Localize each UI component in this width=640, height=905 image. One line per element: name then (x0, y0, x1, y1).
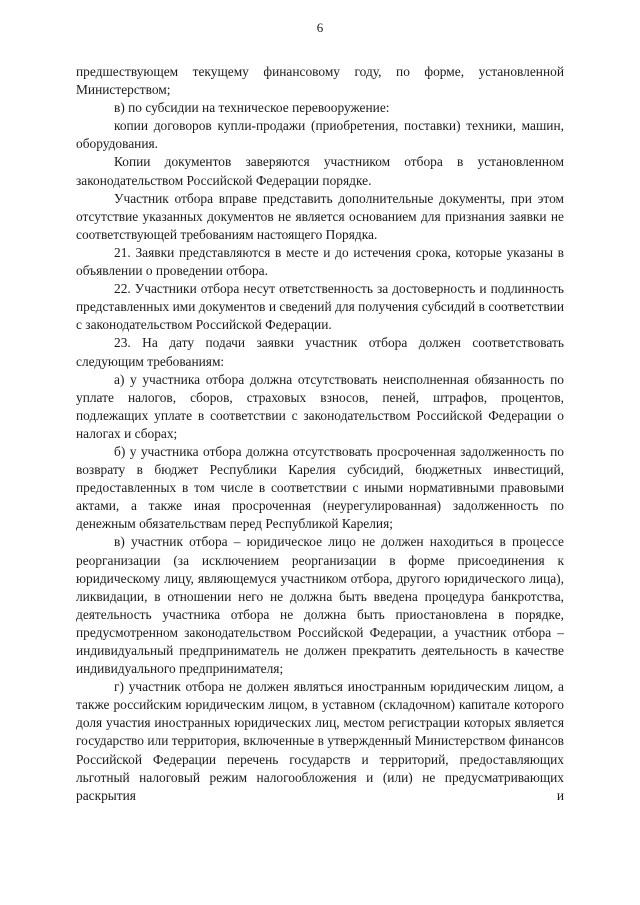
paragraph: Участник отбора вправе представить дополнительные документы, при этом отсутствие указанных документов не является основанием для признания заявки не соответствующей требованиям настоящего Порядка. (76, 190, 564, 242)
paragraph: Копии документов заверяются участником отбора в установленном законодательством Российской Федерации порядке. (76, 154, 564, 188)
paragraph: а) у участника отбора должна отсутствовать неисполненная обязанность по уплате налогов, сборов, страховых взносов, пеней, штрафов, процентов, подлежащих уплате в соответствии с законодательством Российской Федерации о налогах и сборах; (76, 371, 564, 441)
paragraph: в) участник отбора – юридическое лицо не должен находиться в процессе реорганизации (за исключением реорганизации в форме присоединения к юридическому лицу, являющемуся участником отбора, другого юридического лица), ликвидации, в отношении него не должна быть введена процедура банкротства, деятельность участника отбора не должна быть приостановлена в порядке, предусмотренном законодательством Российской Федерации, а участник отбора – индивидуальный предприниматель не должен прекратить деятельность в качестве индивидуального предпринимателя; (76, 534, 564, 677)
paragraph: б) у участника отбора должна отсутствовать просроченная задолженность по возврату в бюджет Республики Карелия субсидий, бюджетных инвестиций, предоставленных в том числе в соответствии с иными нормативными правовыми актами, а также иная просроченная (неурегулированная) задолженность по денежным обязательствам перед Республикой Карелия; (76, 443, 564, 532)
page-number: 6 (316, 20, 324, 35)
body-text (76, 63, 564, 805)
paragraph: г) участник отбора не должен являться иностранным юридическим лицом, а также российским юридическим лицом, в уставном (складочном) капитале которого доля участия иностранных юридических лиц, местом регистрации которых является государство или территория, включенные в утвержденный Министерством финансов Российской Федерации перечень государств и территорий, предоставляющих льготный налоговый режим налогообложения и (или) не предусматривающих раскрытия и (76, 679, 564, 803)
paragraph: 22. Участники отбора несут ответственность за достоверность и подлинность представленных ими документов и сведений для получения субсидий в соответствии с законодательством Российской Федерации. (76, 281, 564, 333)
paragraph: 21. Заявки представляются в месте и до истечения срока, которые указаны в объявлении о проведении отбора. (76, 244, 564, 279)
paragraph: 23. На дату подачи заявки участник отбора должен соответствовать следующим требованиям: (76, 335, 564, 369)
paragraph: копии договоров купли-продажи (приобретения, поставки) техники, машин, оборудования. (76, 118, 564, 152)
paragraph: предшествующем текущему финансовому году, по форме, установленной Министерством; (76, 64, 564, 98)
paragraph: в) по субсидии на техническое перевооружение: (114, 100, 390, 116)
